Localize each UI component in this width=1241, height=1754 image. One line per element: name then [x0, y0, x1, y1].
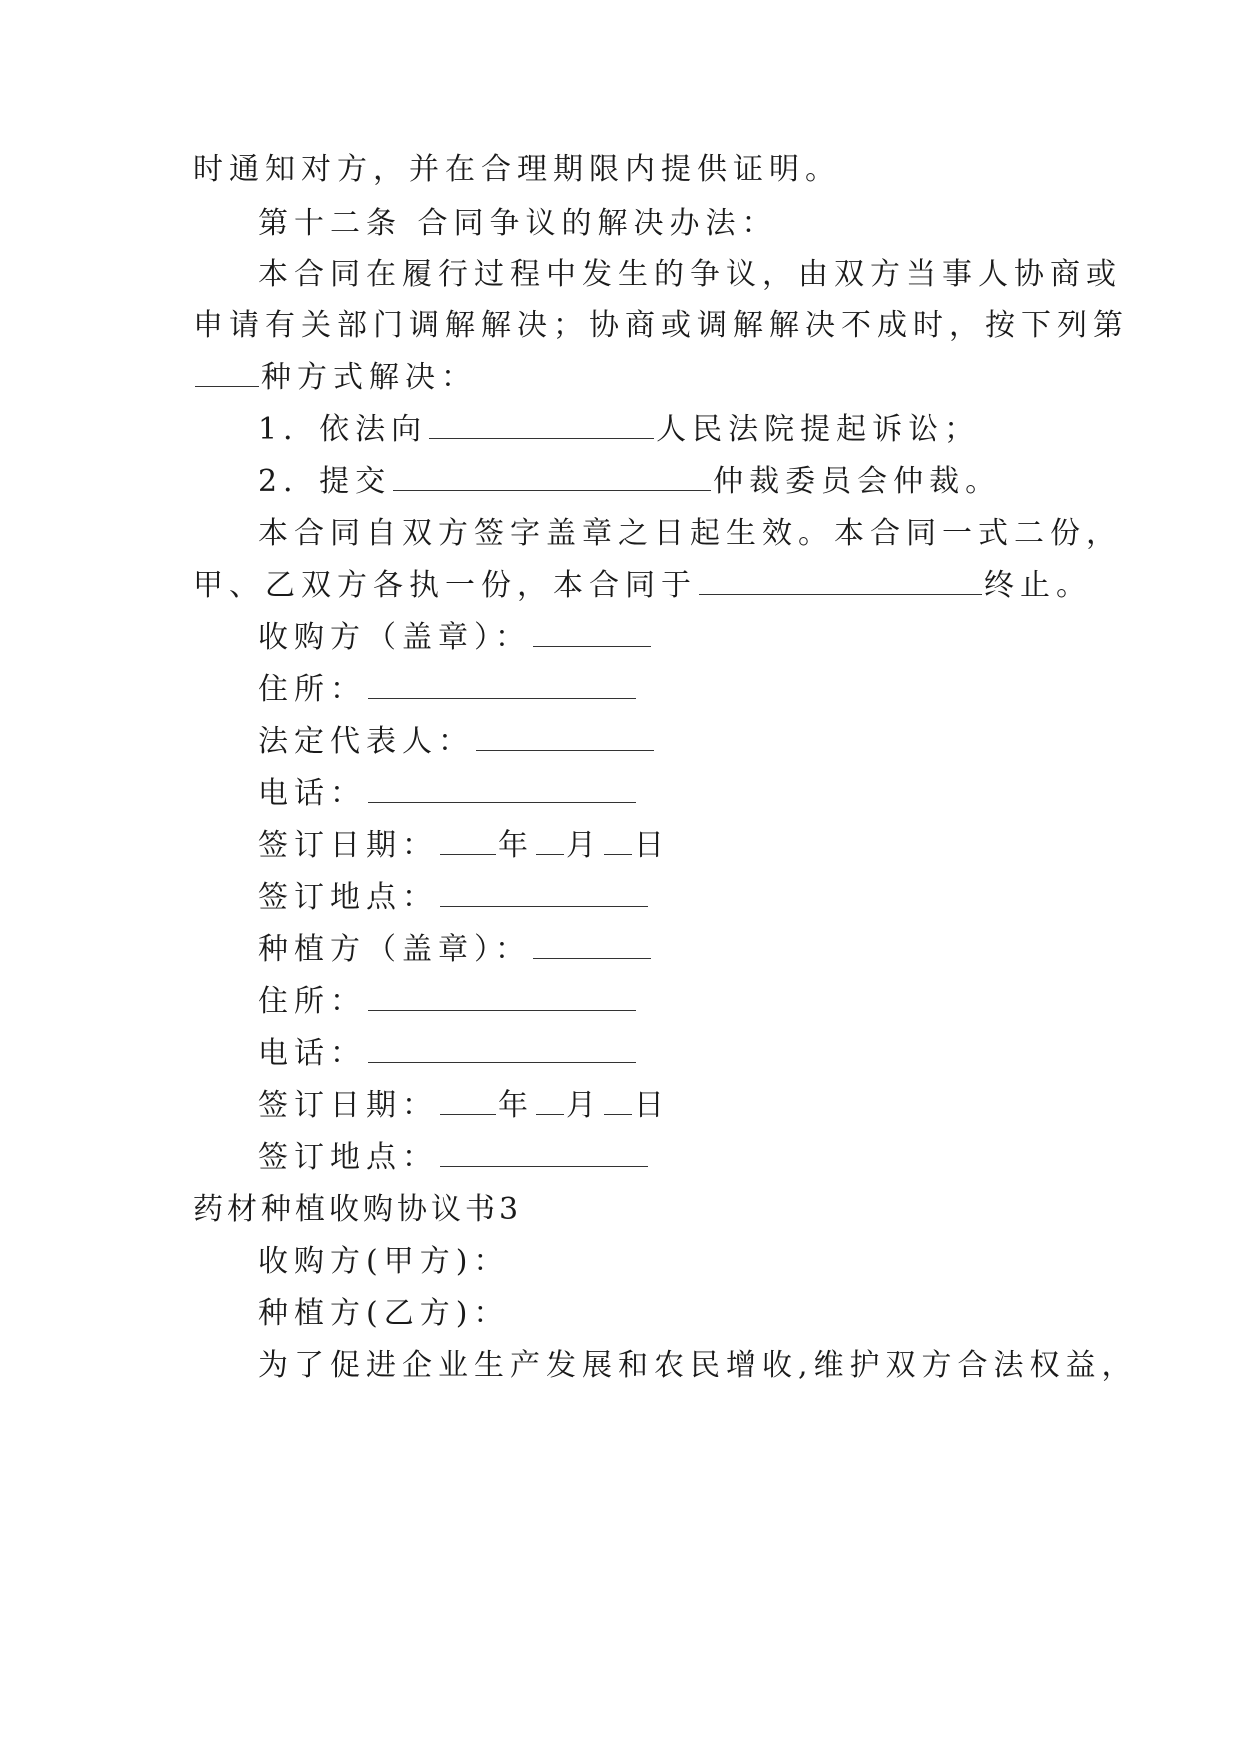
blank-line [604, 1088, 632, 1115]
field-label: 住所： [258, 672, 366, 707]
paragraph-line [193, 358, 477, 398]
paragraph-line: 时通知对方，并在合理期限内提供证明。 [193, 152, 841, 187]
paragraph-line: 本合同自双方签字盖章之日起生效。本合同一式二份， [258, 516, 1122, 551]
blank-line [393, 464, 711, 491]
blank-line [429, 412, 654, 439]
blank-line [533, 932, 651, 959]
buyer-place-field [258, 878, 650, 918]
blank-line [195, 360, 259, 387]
blank-line [368, 1036, 636, 1063]
text-run: 终止。 [984, 568, 1092, 603]
article-12-heading: 第十二条 合同争议的解决办法： [258, 206, 778, 241]
blank-line [440, 880, 648, 907]
blank-line [368, 776, 636, 803]
option-2-line [258, 462, 1001, 502]
blank-line [699, 568, 982, 595]
field-label: 签订地点： [258, 880, 438, 915]
blank-line [368, 672, 636, 699]
blank-line [440, 828, 496, 855]
grower-phone-field [258, 1034, 638, 1074]
grower-seal-field [258, 930, 653, 970]
blank-line [604, 828, 632, 855]
text-run: 人民法院提起诉讼； [656, 412, 981, 447]
blank-line [476, 724, 654, 751]
field-label: 签订地点： [258, 1140, 438, 1175]
grower-date-field [258, 1086, 670, 1126]
field-label: 收购方（盖章）： [258, 620, 531, 655]
text-run: 年 [498, 828, 534, 863]
field-label: 电话： [258, 1036, 366, 1071]
field-label: 签订日期： [258, 1088, 438, 1123]
text-run: 日 [634, 1088, 670, 1123]
buyer-legal-rep-field [258, 722, 656, 762]
field-label: 种植方（盖章）： [258, 932, 531, 967]
buyer-date-field [258, 826, 670, 866]
text-run: 月 [566, 1088, 602, 1123]
text-run: 年 [498, 1088, 534, 1123]
text-run: 种方式解决： [261, 360, 477, 395]
field-label: 住所： [258, 984, 366, 1019]
blank-line [440, 1088, 496, 1115]
grower-address-field [258, 982, 638, 1022]
option-1-line [258, 410, 980, 450]
text-run: 仲裁委员会仲裁。 [713, 464, 1002, 499]
field-label: 电话： [258, 776, 366, 811]
text-run: 2．提交 [258, 464, 392, 499]
blank-line [440, 1140, 648, 1167]
buyer-address-field [258, 670, 638, 710]
text-run: 月 [566, 828, 602, 863]
party-a-line: 收购方(甲方)： [258, 1244, 510, 1279]
field-label: 法定代表人： [258, 724, 474, 759]
paragraph-line: 申请有关部门调解解决；协商或调解解决不成时，按下列第 [193, 308, 1129, 343]
grower-place-field [258, 1138, 650, 1178]
section-title: 药材种植收购协议书3 [193, 1192, 523, 1227]
text-run: 日 [634, 828, 670, 863]
paragraph-line [193, 566, 1092, 606]
buyer-phone-field [258, 774, 638, 814]
paragraph-line: 本合同在履行过程中发生的争议，由双方当事人协商或 [258, 257, 1122, 292]
field-label: 签订日期： [258, 828, 438, 863]
blank-line [368, 984, 636, 1011]
blank-line [533, 620, 651, 647]
blank-line [536, 1088, 564, 1115]
text-run: 1．依法向 [258, 412, 428, 447]
buyer-seal-field [258, 618, 653, 658]
blank-line [536, 828, 564, 855]
text-run: 甲、乙双方各执一份，本合同于 [193, 568, 697, 603]
party-b-line: 种植方(乙方)： [258, 1296, 510, 1331]
intro-line: 为了促进企业生产发展和农民增收,维护双方合法权益， [258, 1348, 1138, 1383]
